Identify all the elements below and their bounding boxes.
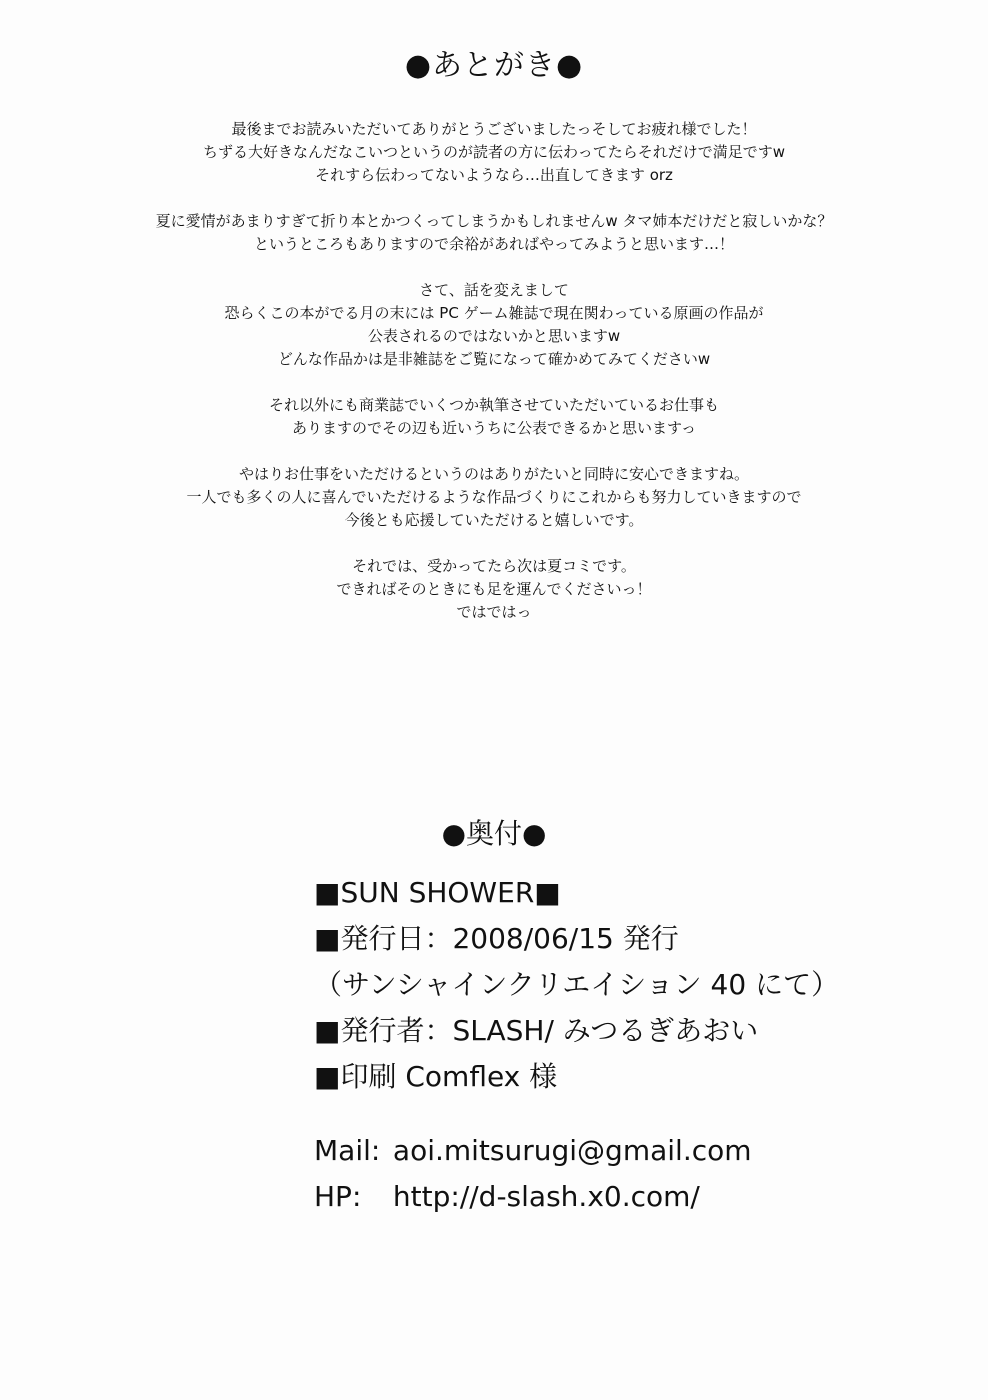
afterword-line: 夏に愛情があまりすぎて折り本とかつくってしまうかもしれませんw タマ姉本だけだと寂しいかな？ <box>155 212 833 230</box>
colophon-publisher: ■発行者：SLASH/ みつるぎあおい <box>314 1014 759 1047</box>
afterword-line: 今後とも応援していただけると嬉しいです。 <box>344 511 644 529</box>
colophon-printer: ■印刷 Comflex 様 <box>314 1060 558 1093</box>
contact-hp <box>314 1174 954 1220</box>
afterword-paragraph-6 <box>60 555 928 624</box>
afterword-line: どんな作品かは是非雑誌をご覧になって確かめてみてくださいw <box>277 350 711 368</box>
afterword-line: 一人でも多くの人に喜んでいただけるような作品づくりにこれからも努力していきますので <box>186 488 802 506</box>
hp-url: http://d-slash.x0.com/ <box>392 1180 700 1213</box>
colophon-book-title: ■SUN SHOWER■ <box>314 876 561 909</box>
afterword-line: ちずる大好きなんだなこいつというのが読者の方に伝わってたらそれだけで満足ですw <box>202 143 786 161</box>
afterword-paragraph-4 <box>60 394 928 440</box>
colophon-title: ●奥付● <box>441 817 547 850</box>
afterword-line: できればそのときにも足を運んでくださいっ！ <box>336 580 652 598</box>
afterword-body <box>60 118 928 647</box>
hp-label: HP: <box>314 1180 362 1213</box>
afterword-line: 最後までお読みいただいてありがとうございましたっそしてお疲れ様でした！ <box>231 120 757 138</box>
contact-info <box>314 1128 954 1220</box>
afterword-line: それ以外にも商業誌でいくつか執筆させていただいているお仕事も <box>268 396 719 414</box>
mail-label: Mail: <box>314 1134 381 1167</box>
afterword-line: 公表されるのではないかと思いますw <box>367 327 621 345</box>
contact-mail <box>314 1128 954 1174</box>
afterword-line: やはりお仕事をいただけるというのはありがたいと同時に安心できますね。 <box>238 465 749 483</box>
afterword-line: 恐らくこの本がでる月の末には PC ゲーム雑誌で現在関わっている原画の作品が <box>224 304 764 322</box>
afterword-line: さて、話を変えまして <box>419 281 569 299</box>
afterword-paragraph-1 <box>60 118 928 187</box>
colophon-list <box>314 870 954 1100</box>
afterword-line: ありますのでその辺も近いうちに公表できるかと思いますっ <box>291 419 697 437</box>
mail-address: aoi.mitsurugi@gmail.com <box>392 1134 752 1167</box>
afterword-line: それすら伝わってないようなら…出直してきます orz <box>315 166 673 184</box>
afterword-paragraph-2 <box>60 210 928 256</box>
colophon-publish-date: ■発行日：2008/06/15 発行 <box>314 922 679 955</box>
afterword-paragraph-5 <box>60 463 928 532</box>
colophon-event: （サンシャインクリエイション 40 にて） <box>314 968 840 1001</box>
afterword-line: というところもありますので余裕があればやってみようと思います…！ <box>253 235 734 253</box>
afterword-paragraph-3 <box>60 279 928 371</box>
afterword-line: ではではっ <box>456 603 532 621</box>
afterword-title: ●あとがき● <box>404 48 584 83</box>
afterword-line: それでは、受かってたら次は夏コミです。 <box>352 557 636 575</box>
